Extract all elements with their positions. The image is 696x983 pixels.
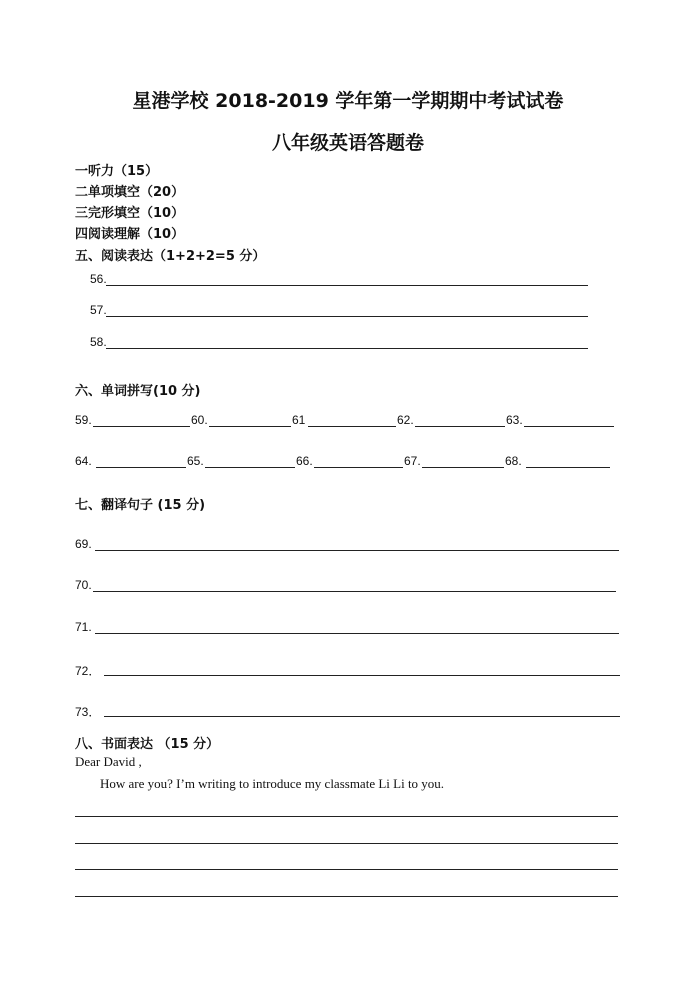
question-number-72: 72． bbox=[75, 664, 101, 678]
question-number-64: 64. bbox=[75, 454, 92, 468]
answer-line-60[interactable] bbox=[209, 426, 291, 427]
section-writing: 八、书面表达 （15 分） bbox=[75, 737, 220, 752]
answer-line-58[interactable] bbox=[106, 348, 588, 349]
question-number-60: 60. bbox=[191, 413, 208, 427]
question-number-62: 62. bbox=[397, 413, 414, 427]
question-number-58: 58. bbox=[90, 335, 107, 349]
question-number-57: 57. bbox=[90, 303, 107, 317]
answer-sheet-title: 八年级英语答题卷 bbox=[271, 132, 424, 154]
question-number-73: 73． bbox=[75, 705, 101, 719]
answer-line-57[interactable] bbox=[106, 316, 588, 317]
question-number-65: 65. bbox=[187, 454, 204, 468]
question-number-70: 70. bbox=[75, 578, 92, 592]
answer-line-56[interactable] bbox=[106, 285, 588, 286]
question-number-61: 61 bbox=[292, 413, 306, 427]
answer-line-72[interactable] bbox=[104, 675, 620, 676]
letter-opening: How are you? I’m writing to introduce my classmate Li Li to you. bbox=[100, 776, 445, 791]
section-cloze: 三完形填空（10） bbox=[75, 206, 185, 221]
answer-line-68[interactable] bbox=[526, 467, 610, 468]
writing-line-1[interactable] bbox=[75, 816, 618, 817]
section-word-spelling: 六、单词拼写(10 分) bbox=[75, 384, 201, 399]
answer-line-70[interactable] bbox=[93, 591, 616, 592]
answer-line-69[interactable] bbox=[95, 550, 619, 551]
answer-line-62[interactable] bbox=[415, 426, 505, 427]
section-reading-comprehension: 四阅读理解（10） bbox=[75, 227, 185, 242]
letter-greeting: Dear David , bbox=[75, 754, 142, 769]
writing-line-3[interactable] bbox=[75, 869, 618, 870]
section-reading-expression: 五、阅读表达（1+2+2=5 分） bbox=[75, 249, 266, 264]
exam-title: 星港学校 2018-2019 学年第一学期期中考试试卷 bbox=[132, 90, 564, 112]
question-number-56: 56. bbox=[90, 272, 107, 286]
answer-line-71[interactable] bbox=[95, 633, 619, 634]
writing-line-2[interactable] bbox=[75, 843, 618, 844]
answer-line-73[interactable] bbox=[104, 716, 620, 717]
writing-line-4[interactable] bbox=[75, 896, 618, 897]
answer-line-66[interactable] bbox=[314, 467, 403, 468]
answer-line-59[interactable] bbox=[93, 426, 190, 427]
question-number-71: 71. bbox=[75, 620, 92, 634]
answer-line-63[interactable] bbox=[524, 426, 614, 427]
section-single-choice: 二单项填空（20） bbox=[75, 185, 185, 200]
answer-line-61[interactable] bbox=[308, 426, 396, 427]
answer-line-64[interactable] bbox=[96, 467, 186, 468]
question-number-68: 68. bbox=[505, 454, 522, 468]
answer-line-67[interactable] bbox=[422, 467, 504, 468]
question-number-63: 63. bbox=[506, 413, 523, 427]
answer-line-65[interactable] bbox=[205, 467, 295, 468]
question-number-67: 67. bbox=[404, 454, 421, 468]
question-number-69: 69. bbox=[75, 537, 92, 551]
question-number-66: 66. bbox=[296, 454, 313, 468]
section-listening: 一听力（15） bbox=[75, 164, 159, 179]
section-sentence-translation: 七、翻译句子 (15 分) bbox=[75, 498, 206, 513]
question-number-59: 59. bbox=[75, 413, 92, 427]
